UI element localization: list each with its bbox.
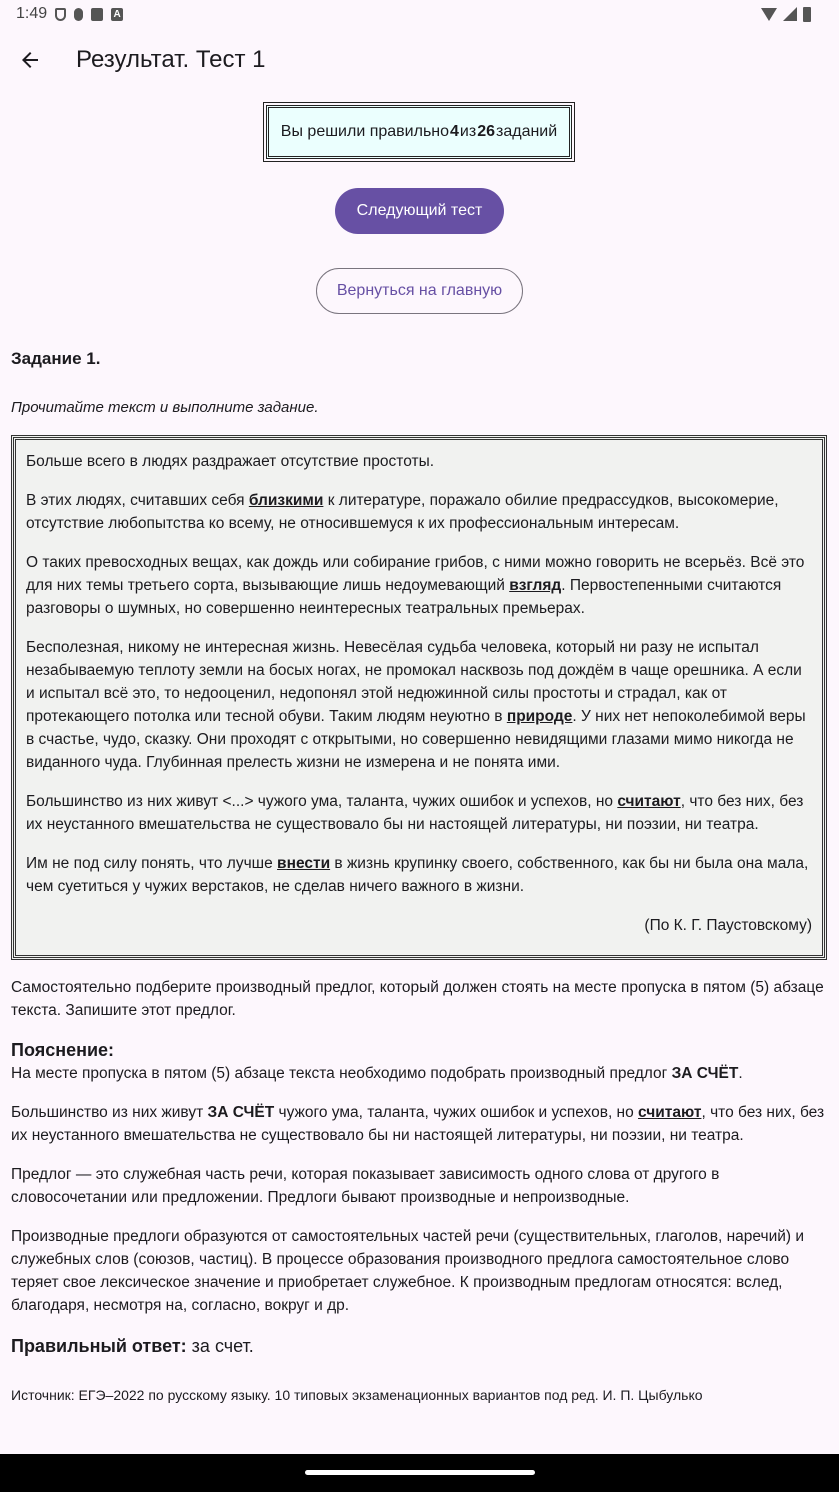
highlighted-word: природе	[506, 708, 573, 725]
highlighted-word: взгляд	[509, 577, 562, 594]
explanation-paragraph-4: Производные предлоги образуются от самостоятельных частей речи (существительных, глаголов, наречий) и служебных слов (союзов, частиц). В процессе образования производного предлога самостоятельное слово теряет свое лексическое значение и приобретает служебное. К производным предлогам относятся: вслед, благодаря, несмотря на, согласно, вокруг и др.	[11, 1228, 805, 1314]
task-content	[11, 340, 827, 1407]
result-total-count: 26	[477, 123, 495, 140]
task-question: Самостоятельно подберите производный предлог, который должен стоять на месте пропуска в пятом (5) абзаце текста. Запишите этот предлог.	[11, 979, 824, 1019]
usb-icon	[74, 8, 83, 21]
highlighted-word: внести	[277, 855, 331, 872]
sd-card-icon	[91, 8, 103, 21]
text-paragraph-1: Больше всего в людях раздражает отсутствие простоты.	[26, 453, 435, 470]
signal-icon	[783, 7, 797, 21]
result-correct-count: 4	[450, 123, 459, 140]
text-attribution: (По К. Г. Паустовскому)	[644, 917, 812, 934]
result-summary	[266, 105, 572, 159]
next-test-button[interactable]: Следующий тест	[335, 188, 504, 234]
page-title: Результат. Тест 1	[76, 46, 266, 73]
result-middle: из	[459, 123, 477, 140]
source-note: Источник: ЕГЭ–2022 по русскому языку. 10 типовых экзаменационных вариантов под ред. И. П. Цыбулько	[11, 1387, 703, 1403]
a-icon: A	[111, 8, 123, 21]
answer-label: Правильный ответ:	[11, 1336, 187, 1356]
back-to-home-button[interactable]: Вернуться на главную	[316, 268, 523, 314]
explanation-title: Пояснение:	[11, 1040, 115, 1060]
text-paragraph-6: Им не под силу понять, что лучше внести в жизнь крупинку своего, собственного, как бы ни была она мала, чем суетиться у чужих верстаков, не сделав ничего важного в жизни.	[26, 855, 809, 895]
result-suffix: заданий	[496, 123, 558, 140]
reading-text-box	[11, 435, 827, 960]
navigation-bar	[0, 1454, 839, 1492]
app-bar	[0, 28, 839, 92]
explanation-paragraph-1: На месте пропуска в пятом (5) абзаце текста необходимо подобрать производный предлог ЗА СЧЁТ.	[11, 1065, 743, 1082]
answer-value: за счет.	[186, 1336, 254, 1356]
explanation-paragraph-2: Большинство из них живут ЗА СЧЁТ чужого ума, таланта, чужих ошибок и успехов, но считают, что без них, без их неустанного вмешательства не существовало бы ни настоящей литературы, ни поэзии, ни театра.	[11, 1104, 825, 1144]
arrow-back-icon	[18, 48, 42, 72]
text-paragraph-2: В этих людях, считавших себя близкими к литературе, поражало обилие предрассудков, высокомерие, отсутствие любопытства ко всему, не относившемуся к их профессиональным интересам.	[26, 492, 779, 532]
explanation-paragraph-3: Предлог — это служебная часть речи, которая показывает зависимость одного слова от другого в словосочетании или предложении. Предлоги бывают производные и непроизводные.	[11, 1166, 720, 1206]
battery-icon	[803, 7, 811, 22]
status-bar	[0, 0, 839, 28]
text-paragraph-5: Большинство из них живут <...> чужого ума, таланта, чужих ошибок и успехов, но считают, что без них, без их неустанного вмешательства не существовало бы ни настоящей литературы, ни поэзии, ни театра.	[26, 793, 804, 833]
highlighted-word: близкими	[248, 492, 324, 509]
wifi-icon	[761, 8, 777, 21]
result-prefix: Вы решили правильно	[280, 123, 450, 140]
text-paragraph-4: Бесполезная, никому не интересная жизнь. Невесёлая судьба человека, который ни разу не испытал незабываемую теплоту земли на босых ногах, не промокал насквозь под дождём в чаще орешника. А если и испытал всё это, то недооценил, недопонял этой недюжинной силы простоты и страдал, как от протекающего потолка или тесной обуви. Таким людям неуютно в природе. У них нет непоколебимой веры в счастье, чудо, сказку. Они проходят с открытыми, но совершенно невидящими глазами мимо никогда не виданного чуда. Глубинная прелесть жизни не измерена и не понята ими.	[26, 639, 806, 771]
highlighted-word: считают	[617, 793, 681, 810]
shield-icon	[55, 8, 66, 21]
home-gesture-handle[interactable]	[305, 1470, 535, 1475]
status-time: 1:49	[16, 5, 48, 22]
text-paragraph-3: О таких превосходных вещах, как дождь или собирание грибов, с ними можно говорить не всерьёз. Всё это для них темы третьего сорта, вызывающие лишь недоумевающий взгляд. Первостепенными считаются разговоры о шумных, но совершенно неинтересных театральных премьерах.	[26, 554, 805, 617]
task-title: Задание 1.	[11, 349, 101, 368]
task-instruction: Прочитайте текст и выполните задание.	[11, 399, 319, 416]
back-button[interactable]	[2, 32, 58, 88]
correct-answer	[11, 1335, 827, 1358]
